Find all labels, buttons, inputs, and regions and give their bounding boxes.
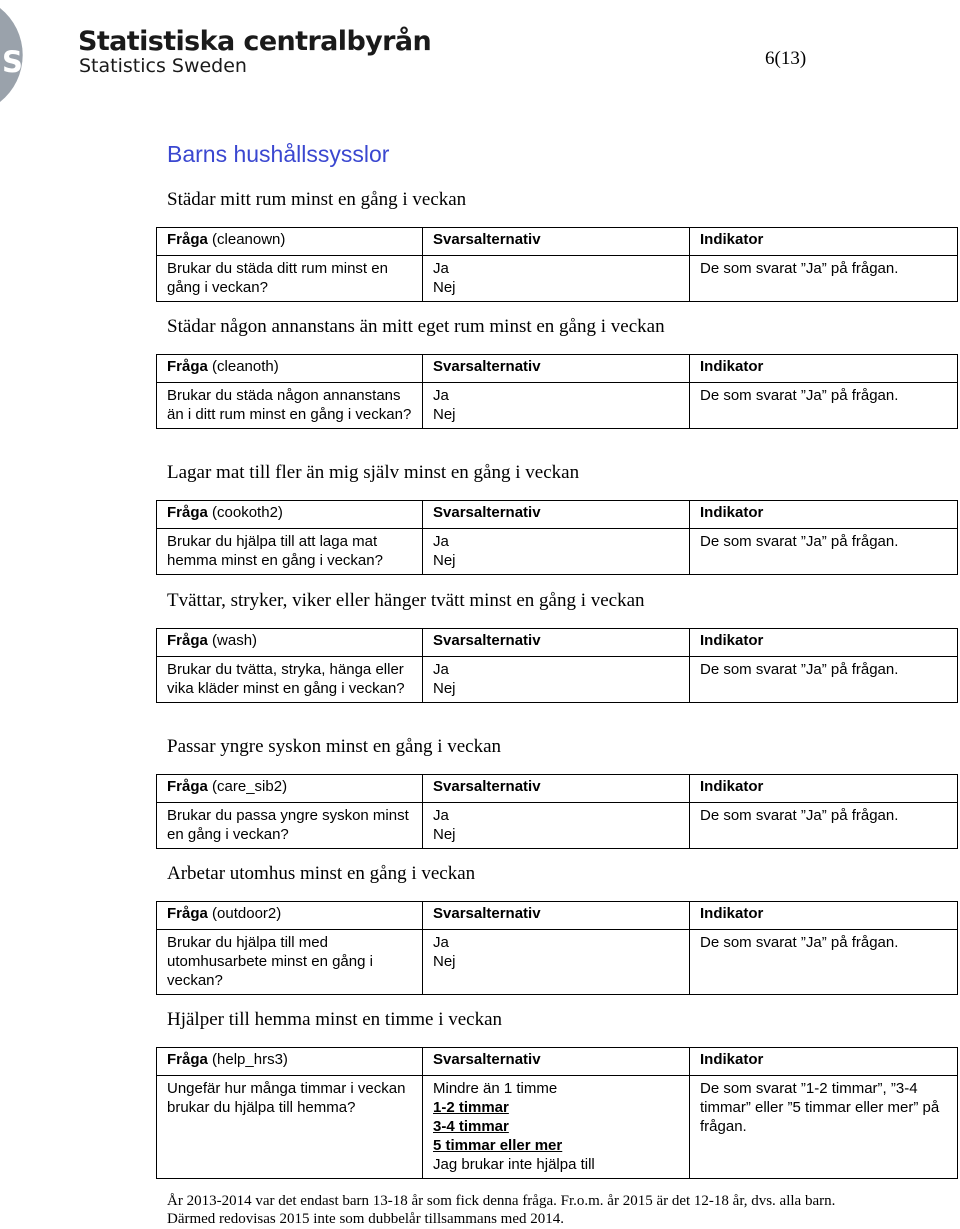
answer-option: Nej bbox=[433, 826, 456, 843]
header-row bbox=[157, 629, 958, 657]
options-column-header: Svarsalternativ bbox=[423, 902, 690, 930]
question-header-label: Fråga bbox=[167, 1051, 208, 1068]
question-header-label: Fråga bbox=[167, 231, 208, 248]
indicator-text: De som svarat ”1-2 timmar”, ”3-4 timmar” eller ”5 timmar eller mer” på frågan. bbox=[690, 1076, 958, 1179]
question-text: Brukar du hjälpa till med utomhusarbete minst en gång i veckan? bbox=[157, 930, 423, 995]
answer-options bbox=[423, 1076, 690, 1179]
scb-logo bbox=[0, 0, 432, 110]
variable-name: (wash) bbox=[212, 632, 258, 649]
answer-option: Jag brukar inte hjälpa till bbox=[433, 1156, 595, 1173]
table-row bbox=[157, 529, 958, 575]
question-text: Brukar du tvätta, stryka, hänga eller vika kläder minst en gång i veckan? bbox=[157, 657, 423, 703]
answer-option: Ja bbox=[433, 260, 449, 277]
indicator-column-header: Indikator bbox=[690, 902, 958, 930]
variable-name: (help_hrs3) bbox=[212, 1051, 288, 1068]
answer-option: Nej bbox=[433, 552, 456, 569]
section-heading: Städar mitt rum minst en gång i veckan bbox=[167, 189, 467, 210]
question-column-header bbox=[157, 775, 423, 803]
indicator-text: De som svarat ”Ja” på frågan. bbox=[690, 529, 958, 575]
answer-option: Ja bbox=[433, 807, 449, 824]
question-section bbox=[156, 315, 957, 429]
section-heading: Lagar mat till fler än mig själv minst en gång i veckan bbox=[167, 462, 580, 483]
options-column-header: Svarsalternativ bbox=[423, 228, 690, 256]
indicator-text: De som svarat ”Ja” på frågan. bbox=[690, 657, 958, 703]
indicator-text: De som svarat ”Ja” på frågan. bbox=[690, 256, 958, 302]
answer-option: Ja bbox=[433, 934, 449, 951]
answer-option: Mindre än 1 timme bbox=[433, 1080, 558, 1097]
answer-options bbox=[423, 930, 690, 995]
header-row bbox=[157, 1048, 958, 1076]
options-column-header: Svarsalternativ bbox=[423, 629, 690, 657]
question-text: Ungefär hur många timmar i veckan brukar du hjälpa till hemma? bbox=[157, 1076, 423, 1179]
question-column-header bbox=[157, 501, 423, 529]
question-column-header bbox=[157, 355, 423, 383]
question-text: Brukar du städa någon annanstans än i ditt rum minst en gång i veckan? bbox=[157, 383, 423, 429]
indicator-text: De som svarat ”Ja” på frågan. bbox=[690, 803, 958, 849]
header-row bbox=[157, 355, 958, 383]
answer-options bbox=[423, 803, 690, 849]
question-section bbox=[156, 589, 957, 703]
question-text: Brukar du hjälpa till att laga mat hemma minst en gång i veckan? bbox=[157, 529, 423, 575]
question-table bbox=[156, 901, 958, 995]
question-table bbox=[156, 500, 958, 575]
answer-option: Ja bbox=[433, 533, 449, 550]
question-column-header bbox=[157, 228, 423, 256]
question-column-header bbox=[157, 1048, 423, 1076]
indicator-column-header: Indikator bbox=[690, 228, 958, 256]
indicator-column-header: Indikator bbox=[690, 501, 958, 529]
section-heading: Passar yngre syskon minst en gång i veckan bbox=[167, 736, 502, 757]
header-row bbox=[157, 902, 958, 930]
answer-option: 5 timmar eller mer bbox=[433, 1137, 563, 1154]
question-header-label: Fråga bbox=[167, 905, 208, 922]
indicator-column-header: Indikator bbox=[690, 629, 958, 657]
header-row bbox=[157, 775, 958, 803]
variable-name: (cleanoth) bbox=[212, 358, 279, 375]
table-row bbox=[157, 930, 958, 995]
answer-option: 1-2 timmar bbox=[433, 1099, 509, 1116]
question-table bbox=[156, 227, 958, 302]
footnote-line: Därmed redovisas 2015 inte som dubbelår tillsammans med 2014. bbox=[167, 1211, 565, 1227]
question-header-label: Fråga bbox=[167, 504, 208, 521]
footnote bbox=[167, 1192, 835, 1228]
question-table bbox=[156, 1047, 958, 1179]
question-section bbox=[156, 735, 957, 849]
question-header-label: Fråga bbox=[167, 358, 208, 375]
answer-option: Nej bbox=[433, 680, 456, 697]
variable-name: (cleanown) bbox=[212, 231, 286, 248]
table-row bbox=[157, 383, 958, 429]
answer-option: Ja bbox=[433, 387, 449, 404]
question-section bbox=[156, 862, 957, 995]
options-column-header: Svarsalternativ bbox=[423, 775, 690, 803]
question-section bbox=[156, 461, 957, 575]
header-row bbox=[157, 228, 958, 256]
indicator-column-header: Indikator bbox=[690, 775, 958, 803]
header-row bbox=[157, 501, 958, 529]
indicator-column-header: Indikator bbox=[690, 1048, 958, 1076]
logo-mark-letters: SCB bbox=[2, 45, 67, 79]
answer-options bbox=[423, 256, 690, 302]
options-column-header: Svarsalternativ bbox=[423, 355, 690, 383]
question-header-label: Fråga bbox=[167, 632, 208, 649]
answer-options bbox=[423, 529, 690, 575]
answer-option: 3-4 timmar bbox=[433, 1118, 509, 1135]
question-table bbox=[156, 628, 958, 703]
logo-subtitle: Statistics Sweden bbox=[79, 55, 247, 77]
question-text: Brukar du passa yngre syskon minst en gång i veckan? bbox=[157, 803, 423, 849]
indicator-text: De som svarat ”Ja” på frågan. bbox=[690, 930, 958, 995]
scb-logo-mark bbox=[0, 2, 72, 106]
answer-option: Nej bbox=[433, 953, 456, 970]
page-title: Barns hushållssysslor bbox=[167, 141, 390, 167]
answer-option: Ja bbox=[433, 661, 449, 678]
question-text: Brukar du städa ditt rum minst en gång i veckan? bbox=[157, 256, 423, 302]
answer-options bbox=[423, 383, 690, 429]
question-section bbox=[156, 188, 957, 302]
table-row bbox=[157, 803, 958, 849]
variable-name: (outdoor2) bbox=[212, 905, 282, 922]
section-heading: Städar någon annanstans än mitt eget rum minst en gång i veckan bbox=[167, 316, 665, 337]
indicator-column-header: Indikator bbox=[690, 355, 958, 383]
logo-name: Statistiska centralbyrån bbox=[78, 26, 432, 57]
options-column-header: Svarsalternativ bbox=[423, 1048, 690, 1076]
question-table bbox=[156, 354, 958, 429]
table-row bbox=[157, 256, 958, 302]
footnote-line: År 2013-2014 var det endast barn 13-18 år som fick denna fråga. Fr.o.m. år 2015 är det 12-18 år, dvs. alla barn. bbox=[167, 1193, 836, 1209]
question-column-header bbox=[157, 629, 423, 657]
variable-name: (care_sib2) bbox=[212, 778, 288, 795]
answer-option: Nej bbox=[433, 406, 456, 423]
section-heading: Arbetar utomhus minst en gång i veckan bbox=[167, 863, 476, 884]
indicator-text: De som svarat ”Ja” på frågan. bbox=[690, 383, 958, 429]
section-heading: Tvättar, stryker, viker eller hänger tvätt minst en gång i veckan bbox=[167, 590, 645, 611]
question-section bbox=[156, 1008, 957, 1179]
question-header-label: Fråga bbox=[167, 778, 208, 795]
answer-option: Nej bbox=[433, 279, 456, 296]
variable-name: (cookoth2) bbox=[212, 504, 283, 521]
question-column-header bbox=[157, 902, 423, 930]
page-number: 6(13) bbox=[765, 48, 807, 69]
question-table bbox=[156, 774, 958, 849]
options-column-header: Svarsalternativ bbox=[423, 501, 690, 529]
table-row bbox=[157, 1076, 958, 1179]
answer-options bbox=[423, 657, 690, 703]
section-heading: Hjälper till hemma minst en timme i veckan bbox=[167, 1009, 503, 1030]
table-row bbox=[157, 657, 958, 703]
